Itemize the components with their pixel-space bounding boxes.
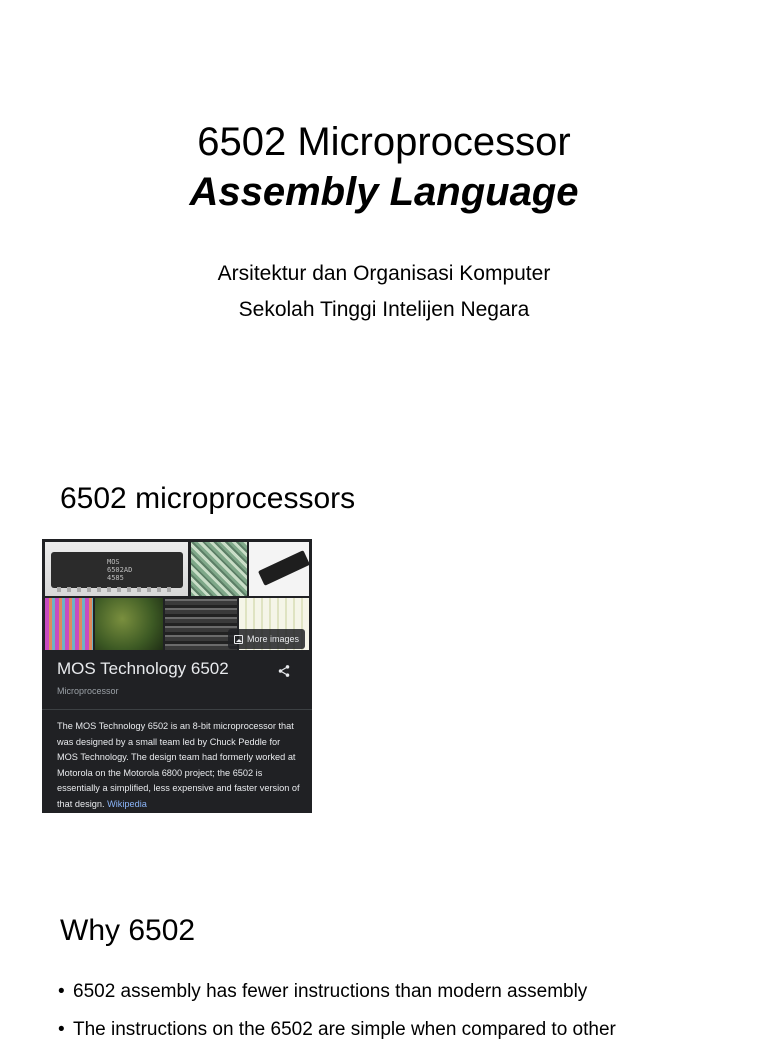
slide-heading: 6502 microprocessors xyxy=(60,482,356,515)
panel-subtitle: Microprocessor xyxy=(57,686,119,696)
share-icon[interactable] xyxy=(277,664,291,678)
bullet-list xyxy=(58,980,616,1056)
computer-board-thumbnail[interactable] xyxy=(95,598,163,650)
chip-illustration xyxy=(258,550,309,586)
course-name: Arsitektur dan Organisasi Komputer xyxy=(217,262,551,285)
panel-description xyxy=(57,719,302,813)
slide-title: 6502 Microprocessor xyxy=(197,120,571,164)
knowledge-panel-screenshot xyxy=(42,539,312,813)
list-item: • The instructions on the 6502 are simple when compared to other xyxy=(58,1019,616,1040)
slide-heading: Why 6502 xyxy=(60,914,196,947)
list-item: • 6502 assembly has fewer instructions than modern assembly xyxy=(58,981,588,1002)
circuit-thumbnail[interactable] xyxy=(165,598,237,650)
description-text: The MOS Technology 6502 is an 8-bit microprocessor that was designed by a small team led by Chuck Peddle for MOS Technology. The design team had formerly worked at Motorola on the Motorola 6800 project; the 6502 is essentially a simplified, less expensive and faster version of that design. xyxy=(57,721,300,809)
chip-markings: MOS 6502AD 4585 xyxy=(107,558,133,582)
title-slide xyxy=(0,0,768,432)
microprocessors-slide xyxy=(0,432,768,864)
wikipedia-link[interactable]: Wikipedia xyxy=(107,798,147,809)
more-images-label: More images xyxy=(246,634,299,644)
slide-subtitle-italic: Assembly Language xyxy=(189,170,579,214)
image-icon xyxy=(234,635,243,644)
institution-name: Sekolah Tinggi Intelijen Negara xyxy=(238,298,530,321)
board-photo-thumbnail[interactable] xyxy=(191,542,247,596)
why-6502-slide xyxy=(0,864,768,1040)
more-images-button[interactable] xyxy=(228,629,305,649)
chip-photo-thumbnail[interactable] xyxy=(45,542,188,596)
chip-illustration xyxy=(51,552,183,588)
chip-angle-thumbnail[interactable] xyxy=(249,542,309,596)
panel-separator xyxy=(42,709,312,710)
image-grid xyxy=(45,542,309,650)
panel-title: MOS Technology 6502 xyxy=(57,659,229,678)
die-photo-thumbnail[interactable] xyxy=(45,598,93,650)
